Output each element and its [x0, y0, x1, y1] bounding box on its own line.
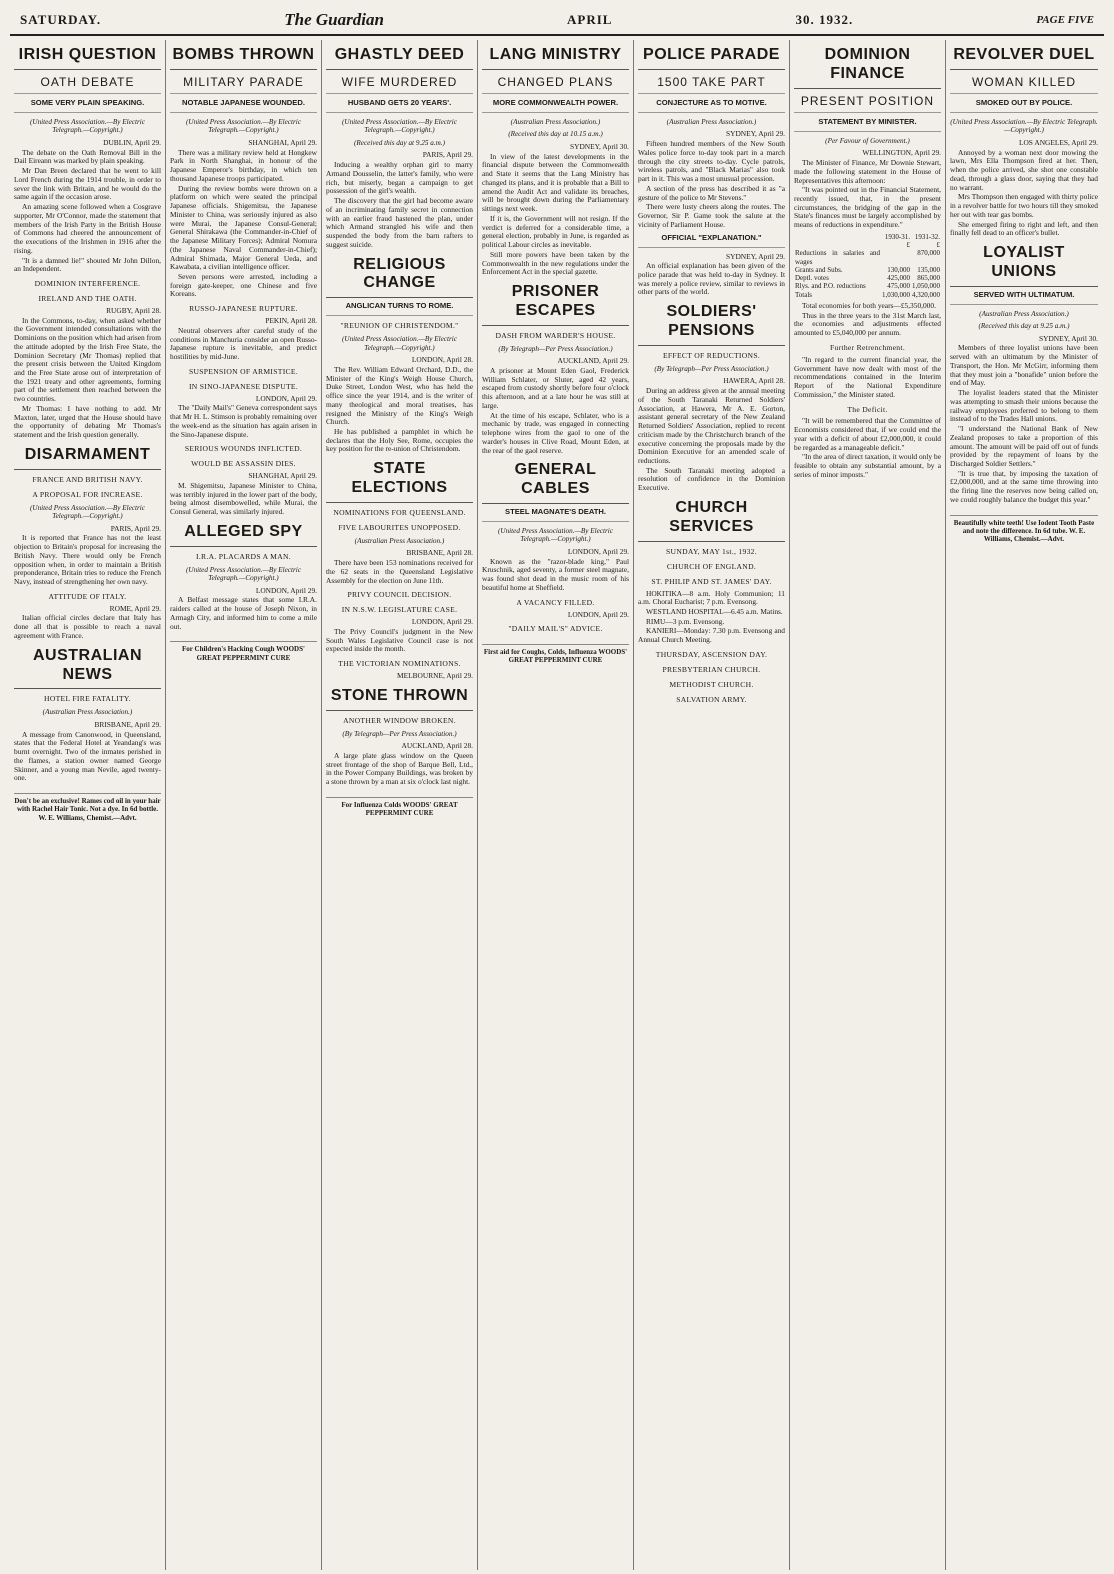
headline-ghastly-deed: GHASTLY DEED — [326, 46, 473, 70]
article-paragraph: It is reported that France has not the least objection to Britain's proposal for increasing the British Navy. There would only be French opposition when, in order to maintain a British preponderance, Britain tries to reduce the French Navy, instead of strengthening her own navy. — [14, 533, 161, 587]
subhead: CHANGED PLANS — [482, 75, 629, 94]
masthead-date: 30. 1932. — [795, 12, 854, 27]
headline-irish-question: IRISH QUESTION — [14, 46, 161, 70]
article-paragraph: The Privy Council's judgment in the New South Wales Legislative Council case is not expected inside the month. — [326, 626, 473, 654]
article-paragraph: The "Daily Mail's" Geneva correspondent says that Mr H. L. Stimson is probably remaining over the week-end as the situation has again arisen in the Sino-Japanese dispute. — [170, 403, 317, 439]
service-listing: HOKITIKA—8 a.m. Holy Communion; 11 a.m. Choral Eucharist; 7 p.m. Evensong. — [638, 588, 785, 607]
table-header-cell: £ — [906, 241, 910, 250]
article-paragraph: A message from Canonwood, in Queensland, states that the Federal Hotel at Yeandang's was burnt overnight. Two of the inmates perished in the flames, a station owner named George Skinner, and a young man Nevile, aged twenty-one. — [14, 729, 161, 783]
section-subhead: IRELAND AND THE OATH. — [38, 293, 137, 303]
subhead: 1500 TAKE PART — [638, 75, 785, 94]
article-paragraph: During an address given at the annual meeting of the South Taranaki Returned Soldiers' Association, at Hawera, Mr A. E. Gorton, assistant general secretary of the New Zealand Returned Soldiers' Association, replied to recent criticism made by the Christchurch branch of the executive concerning the proposals made by the Dominion Executive for an amended scale of reductions. — [638, 386, 785, 465]
article-paragraph: He has published a pamphlet in which he declares that the Holy See, Rome, occupies the key position for the re-union of Christendom. — [326, 427, 473, 454]
dateline: LOS ANGELES, April 29. — [1018, 137, 1098, 147]
dateline: PEKIN, April 28. — [265, 316, 317, 326]
section-subhead: THE VICTORIAN NOMINATIONS. — [338, 659, 461, 669]
table-header-cell: 1930-31. — [884, 232, 910, 241]
headline-bombs-thrown: BOMBS THROWN — [170, 46, 317, 70]
article-paragraph: An amazing scene followed when a Cosgrave supporter, Mr O'Connor, made the statement that members of the Irish Party in the British House of Commons had cheered the announcement of the executions of the Irishmen in 1916 after the rising. — [14, 202, 161, 255]
article-paragraph: Neutral observers after careful study of the conditions in Manchuria consider an open Russo-Japanese rupture is inevitable, and predict hostilities by mid-June. — [170, 325, 317, 362]
section-subhead: SALVATION ARMY. — [676, 694, 747, 704]
credit-line: (Australian Press Association.) — [354, 536, 445, 545]
section-subhead: SERIOUS WOUNDS INFLICTED. — [184, 444, 303, 454]
service-listing: WESTLAND HOSPITAL—6.45 a.m. Matins. — [646, 606, 783, 616]
credit-line: (Australian Press Association.) — [510, 117, 601, 126]
dateline: SYDNEY, April 30. — [1039, 333, 1098, 343]
article-paragraph: "It is a damned lie!" shouted Mr John Dillon, an Independent. — [14, 255, 161, 274]
table-cell — [881, 249, 911, 266]
article-paragraph: Total economies for both years—£5,350,000. — [802, 300, 936, 310]
article-paragraph: Mr Thomas: I have nothing to add. Mr Maxton, later, urged that the House should have the opportunity of debating Mr Thomas's statement and the Irish question generally. — [14, 403, 161, 440]
table-cell: 135,000 — [917, 265, 940, 274]
subhead: MORE COMMONWEALTH POWER. — [482, 99, 629, 113]
masthead-paper-name: The Guardian — [284, 10, 384, 29]
table-header-cell: 1931-32. — [914, 232, 940, 241]
section-subhead: IN N.S.W. LEGISLATURE CASE. — [341, 605, 458, 615]
article-paragraph: "It is true that, by imposing the taxation of £2,000,000, and at the same time throwing into the firing line the reserves now being called on, we could roughly balance the budget this year." — [950, 468, 1098, 504]
article-paragraph: A section of the press has described it as "a gesture of the police to Mr Stevens." — [638, 183, 785, 202]
section-subhead: PRIVY COUNCIL DECISION. — [347, 590, 452, 600]
article-paragraph: "It was pointed out in the Financial Statement, recently issued, that, in the present circumstances, the bridging of the gap in the State's finances must be largely accomplished by means of reductions in expenditure." — [794, 185, 941, 230]
table-cell: 425,000 — [887, 274, 910, 283]
article-paragraph: An official explanation has been given of the police parade that was held to-day in Sydney. It was merely a police review, similar to reviews in other parts of the world. — [638, 261, 785, 297]
article-paragraph: A Belfast message states that some I.R.A. raiders called at the house of Joseph Nixon, in Armagh City, and informed him to come a mile out. — [170, 595, 317, 631]
article-paragraph: The Rev. William Edward Orchard, D.D., the Minister of the King's Weigh House Church, Duke Street, London West, who has held the office since the year 1914, and is the writer of many theological and moral treatises, has resigned the Ministry of the King's Weigh Church. — [326, 364, 473, 427]
masthead-month: APRIL — [567, 12, 613, 27]
subhead: ANGLICAN TURNS TO ROME. — [326, 302, 473, 316]
table-cell: 130,000 — [887, 265, 910, 274]
section-subhead: DASH FROM WARDER'S HOUSE. — [495, 330, 616, 340]
article-paragraph: M. Shigemitsu, Japanese Minister to China, was terribly injured in the lower part of the body, being almost disembowelled, while Murai, the Consul General, was similarly injured. — [170, 481, 317, 517]
table-header-cell: £ — [936, 241, 940, 250]
table-cell: 1,050,000 — [912, 282, 940, 291]
column-2 — [166, 40, 322, 1570]
section-subhead: ST. PHILIP AND ST. JAMES' DAY. — [651, 576, 772, 586]
article-paragraph: Mr Dan Breen declared that he went to kill Lord French during the 1914 trouble, in order to sever the link with Britain, and he would do the same again if the occasion arose. — [14, 166, 161, 202]
subhead: PRESENT POSITION — [794, 94, 941, 113]
received-line: (Received this day at 9.25 a.m.) — [978, 322, 1070, 331]
reductions-table — [794, 233, 941, 299]
section-subhead: METHODIST CHURCH. — [669, 679, 754, 689]
section-subhead: I.R.A. PLACARDS A MAN. — [196, 551, 291, 561]
dateline: HAWERA, April 28. — [723, 376, 785, 386]
credit-line: (United Press Association.—By Electric Telegraph.—Copyright.) — [342, 335, 457, 352]
article-paragraph: During the review bombs were thrown on a platform on which were seated the principal Japanese officials. Shigemitsu, the Japanese Minister to China, was seriously injured as also were Murai, the Japanese Consul-General; General Shirakawa (the Commander-in-Chief of the Japanese Military Forces); Admiral Nomura (the Japanese Naval Commander-in-Chief); Admiral Shimada, Major General Ueda, and Kawabata, a civilian intelligence officer. — [170, 183, 317, 272]
article-paragraph: If it is, the Government will not resign. If the verdict is deferred for a considerable time, a general election, probably in June, is regarded as political Labour circles as inevitable. — [482, 213, 629, 250]
masthead-page-number: PAGE FIVE — [1036, 14, 1094, 26]
table-cell: Deptl. votes — [795, 274, 829, 283]
subhead: SMOKED OUT BY POLICE. — [950, 99, 1098, 113]
subhead: OFFICIAL "EXPLANATION." — [638, 234, 785, 248]
headline-revolver-duel: REVOLVER DUEL — [950, 46, 1098, 70]
section-subhead: RUSSO-JAPANESE RUPTURE. — [189, 304, 298, 314]
article-paragraph: Mrs Thompson then engaged with thirty police in a revolver battle for two hours till they smoked her out with tear gas bombs. — [950, 192, 1098, 219]
table-row — [794, 249, 941, 266]
advertisement: Don't be an exclusive! Rames cod oil in your hair with Rachel Hair Tonic. Not a dye. In 6d bottle. W. E. Williams, Chemist.—Advt. — [14, 793, 161, 822]
section-subhead: SUSPENSION OF ARMISTICE. — [188, 366, 299, 376]
article-paragraph: Inducing a wealthy orphan girl to marry Armand Dousselin, the latter's family, who were rich, but miserly, began a campaign to get possession of the girl's wealth. — [326, 160, 473, 196]
headline-prisoner-escapes: PRISONER ESCAPES — [482, 283, 629, 326]
credit-line: (Per Favour of Government.) — [825, 136, 910, 145]
table-row — [794, 291, 941, 299]
section-subhead: Further Retrenchment. — [829, 342, 906, 352]
dateline: BRISBANE, April 28. — [406, 548, 473, 558]
article-paragraph: "In regard to the current financial year, the Government have now dealt with most of the recommendations contained in the Interim Report of the National Expenditure Commission," the Minister stated. — [794, 354, 941, 399]
article-paragraph: In the Commons, to-day, when asked whether the Government intended consultations with the Dominions on the position which had arisen from the attitude adopted by the Irish Free State, the Dominion Secretary (Mr Thomas) replied that the present crisis between the United Kingdom and the Free State arose out of interpretation of the 1921 treaty and other agreements, forming part of the settlement then reached between the two countries. — [14, 315, 161, 404]
subhead: CONJECTURE AS TO MOTIVE. — [638, 99, 785, 113]
credit-line: (Australian Press Association.) — [666, 117, 757, 126]
credit-line: (United Press Association.—By Electric Telegraph.—Copyright.) — [498, 526, 613, 544]
credit-line: (United Press Association.—By Electric Telegraph.—Copyright.) — [30, 503, 145, 521]
article-paragraph: She emerged firing to right and left, and then finally fell dead to an officer's bullet. — [950, 219, 1098, 238]
section-subhead: FRANCE AND BRITISH NAVY. — [32, 474, 143, 484]
advertisement: For Children's Hacking Cough WOODS' GREAT PEPPERMINT CURE — [170, 641, 317, 662]
column-1 — [10, 40, 166, 1570]
section-subhead: ATTITUDE OF ITALY. — [48, 591, 127, 601]
table-cell: Rlys. and P.O. reductions — [795, 282, 866, 291]
article-paragraph: There were lusty cheers along the routes. The Governor, Sir P. Game took the salute at the vicinity of Parliament House. — [638, 202, 785, 229]
dateline: PARIS, April 29. — [110, 523, 161, 533]
subhead: SERVED WITH ULTIMATUM. — [950, 291, 1098, 305]
subhead: WIFE MURDERED — [326, 75, 473, 94]
table-row — [794, 274, 941, 282]
headline-religious-change: RELIGIOUS CHANGE — [326, 256, 473, 299]
article-paragraph: The debate on the Oath Removal Bill in the Dail Eireann was marked by plain speaking. — [14, 147, 161, 166]
dateline: LONDON, April 29. — [567, 546, 629, 556]
article-paragraph: "In the area of direct taxation, it would only be feasible to obtain any substantial amount, by a series of minor imposts." — [794, 452, 941, 479]
column-7 — [946, 40, 1102, 1570]
table-header-row — [794, 233, 941, 241]
table-cell: 865,000 — [917, 274, 940, 283]
table-cell: Reductions in salaries and wages — [795, 249, 880, 266]
subhead: STATEMENT BY MINISTER. — [794, 118, 941, 132]
headline-dominion-finance: DOMINION FINANCE — [794, 46, 941, 89]
subhead: STEEL MAGNATE'S DEATH. — [482, 508, 629, 522]
dateline: AUCKLAND, April 28. — [401, 741, 473, 751]
table-header-row — [794, 241, 941, 249]
section-subhead: NOMINATIONS FOR QUEENSLAND. — [333, 507, 466, 517]
headline-police-parade: POLICE PARADE — [638, 46, 785, 70]
section-subhead: The Deficit. — [847, 404, 888, 414]
dateline: LONDON, April 29. — [567, 609, 629, 619]
service-listing: RIMU—3 p.m. Evensong. — [646, 616, 725, 626]
credit-line: (United Press Association.—By Electric Telegraph.—Copyright.) — [186, 117, 301, 135]
section-subhead: PRESBYTERIAN CHURCH. — [662, 664, 761, 674]
table-cell: Grants and Subs. — [795, 265, 843, 274]
headline-church-services: CHURCH SERVICES — [638, 499, 785, 542]
dateline: RUGBY, April 28. — [106, 305, 161, 315]
subhead: SOME VERY PLAIN SPEAKING. — [14, 99, 161, 113]
article-paragraph: The discovery that the girl had become aware of an incriminating family secret in connection with an earlier fraud hastened the plan, under which Armand strangled his wife and then suspended the body from the barn rafters to suggest suicide. — [326, 196, 473, 249]
credit-line: (By Telegraph—Per Press Association.) — [342, 729, 457, 738]
headline-stone-thrown: STONE THROWN — [326, 687, 473, 711]
columns — [10, 40, 1104, 1570]
credit-line: (United Press Association.—By Electric Telegraph.—Copyright.) — [30, 117, 145, 135]
column-3 — [322, 40, 478, 1570]
section-subhead: DOMINION INTERFERENCE. — [34, 278, 141, 288]
article-paragraph: Fifteen hundred members of the New South Wales police force to-day took part in a march through the city streets to-day. Cycle patrols, wireless patrols, and "Black Marias" also took part in it. This was a most unusual procession. — [638, 139, 785, 184]
advertisement: First aid for Coughs, Colds, Influenza WOODS' GREAT PEPPERMINT CURE — [482, 644, 629, 665]
column-4 — [478, 40, 634, 1570]
article-paragraph: "I understand the National Bank of New Zealand proposes to take a proportion of this amount. The amount will be paid off out of funds provided by the repayment of loans by the Discharged Soldier Settlers." — [950, 424, 1098, 468]
credit-line: (By Telegraph—Per Press Association.) — [654, 364, 769, 373]
table-header-cell — [794, 241, 881, 249]
dateline: SHANGHAI, April 29. — [248, 137, 317, 147]
article-paragraph: "It will be remembered that the Committee of Economists considered that, if we could end the year with a deficit of about £2,000,000, it could be regarded as a manageable deficit." — [794, 416, 941, 452]
article-paragraph: The loyalist leaders stated that the Minister was attempting to smash their unions because the railway employees preferred to belong to them instead of to the Trades Hall unions. — [950, 388, 1098, 424]
article-paragraph: The South Taranaki meeting adopted a resolution of confidence in the Dominion Executive. — [638, 465, 785, 493]
article-paragraph: Seven persons were arrested, including a foreign gate-keeper, one Chinese and five Koreans. — [170, 271, 317, 299]
section-subhead: FIVE LABOURITES UNOPPOSED. — [338, 522, 461, 532]
article-paragraph: Members of three loyalist unions have been served with an ultimatum by the Minister of Transport, the Hon. Mr McGirr, informing them that they must join a "bonafide" union before the end of May. — [950, 343, 1098, 388]
column-6 — [790, 40, 946, 1570]
dateline: AUCKLAND, April 29. — [557, 356, 629, 366]
credit-line: (By Telegraph—Per Press Association.) — [498, 344, 613, 353]
section-subhead: THURSDAY, ASCENSION DAY. — [655, 649, 768, 659]
section-subhead: IN SINO-JAPANESE DISPUTE. — [188, 381, 299, 391]
section-subhead: A VACANCY FILLED. — [516, 597, 595, 607]
headline-state-elections: STATE ELECTIONS — [326, 460, 473, 503]
subhead: NOTABLE JAPANESE WOUNDED. — [170, 99, 317, 113]
credit-line: (Australian Press Association.) — [42, 708, 133, 717]
dateline: SYDNEY, April 29. — [726, 129, 785, 139]
dateline: LONDON, April 28. — [411, 355, 473, 365]
article-paragraph: Still more powers have been taken by the Commonwealth in the new regulations under the Enforcement Act in the special gazette. — [482, 249, 629, 277]
advertisement: For Influenza Colds WOODS' GREAT PEPPERMINT CURE — [326, 797, 473, 818]
subhead: MILITARY PARADE — [170, 75, 317, 94]
credit-line: (United Press Association.—By Electric Telegraph.—Copyright.) — [186, 565, 301, 583]
table-header-cell — [794, 233, 881, 241]
table-cell: 870,000 — [917, 249, 940, 258]
dateline: SHANGHAI, April 29. — [248, 471, 317, 481]
article-paragraph: In view of the latest developments in the financial dispute between the Commonwealth and State it seems that the Lang Ministry has changed its plans, and it is probable that a Bill to amend the Audit Act and validate its breaches, will be brought down during the Parliamentary sittings next week. — [482, 151, 629, 214]
section-subhead: SUNDAY, MAY 1st., 1932. — [666, 546, 757, 556]
credit-line: (Australian Press Association.) — [979, 309, 1069, 318]
dateline: ROME, April 29. — [109, 603, 161, 613]
received-line: (Received this day at 10.15 a.m.) — [508, 130, 603, 139]
dateline: LONDON, April 29. — [255, 585, 317, 595]
headline-loyalist-unions: LOYALIST UNIONS — [950, 244, 1098, 287]
article-paragraph: A large plate glass window on the Queen street frontage of the shop of Barque Bell, Ltd., in the Power Company Buildings, was broken by a stone thrown by a man at six o'clock last night. — [326, 750, 473, 787]
section-subhead: ANOTHER WINDOW BROKEN. — [343, 715, 456, 725]
dateline: SYDNEY, April 30. — [570, 141, 629, 151]
section-subhead: CHURCH OF ENGLAND. — [666, 561, 757, 571]
masthead-day: SATURDAY. — [20, 12, 102, 27]
table-row — [794, 282, 941, 290]
article-paragraph: There was a military review held at Hongkew Park in North Shanghai, in honour of the Japanese Emperor's birthday, in which ten thousand Japanese troops participated. — [170, 147, 317, 183]
article-paragraph: Thus in the three years to the 31st March last, the economies and adjustments effected amounted to £5,040,000 per annum. — [794, 310, 941, 338]
table-cell: 1,030,000 — [882, 290, 910, 299]
article-paragraph: Annoyed by a woman next door mowing the lawn, Mrs Ella Thompson fired at her. Then, when the police arrived, she shot one constable dead, through a glass door, saying that they had no warrant. — [950, 147, 1098, 192]
dateline: LONDON, April 29. — [411, 617, 473, 627]
advertisement: Beautifully white teeth! Use Iodent Tooth Paste and note the difference. In 6d tube. W. E. Williams, Chemist.—Advt. — [950, 515, 1098, 544]
article-paragraph: Italian official circles declare that Italy has done all that is possible to reach a naval agreement with France. — [14, 613, 161, 640]
dateline: DUBLIN, April 29. — [103, 137, 161, 147]
dateline: MELBOURNE, April 29. — [397, 671, 473, 681]
column-5 — [634, 40, 790, 1570]
credit-line: (United Press Association.—By Electric Telegraph.—Copyright.) — [342, 117, 457, 135]
headline-disarmament: DISARMAMENT — [14, 446, 161, 470]
dateline: LONDON, April 29. — [255, 393, 317, 403]
headline-general-cables: GENERAL CABLES — [482, 461, 629, 504]
headline-soldiers-pensions: SOLDIERS' PENSIONS — [638, 303, 785, 346]
article-paragraph: Known as the "razor-blade king," Paul Kruschnik, aged seventy, a former steel magnate, was found shot dead in the music room of his beautiful home at Sheffield. — [482, 556, 629, 592]
subhead: WOMAN KILLED — [950, 75, 1098, 94]
section-subhead: WOULD BE ASSASSIN DIES. — [191, 459, 296, 469]
subhead: HUSBAND GETS 20 YEARS'. — [326, 99, 473, 113]
section-subhead: "DAILY MAIL'S" ADVICE. — [508, 624, 603, 634]
headline-australian-news: AUSTRALIAN NEWS — [14, 647, 161, 690]
service-listing: KANIERI—Monday: 7.30 p.m. Evensong and Annual Church Meeting. — [638, 626, 785, 645]
table-cell: 4,320,000 — [912, 290, 940, 299]
dateline: SYDNEY, April 29. — [726, 251, 785, 261]
section-subhead: EFFECT OF REDUCTIONS. — [662, 350, 761, 360]
section-subhead: A PROPOSAL FOR INCREASE. — [32, 489, 143, 499]
article-paragraph: The Minister of Finance, Mr Downie Stewart, made the following statement in the House of Representatives this afternoon: — [794, 158, 941, 185]
article-paragraph: There have been 153 nominations received for the 62 seats in the Queensland Legislative Assembly for the election on June 11th. — [326, 558, 473, 585]
section-subhead: "REUNION OF CHRISTENDOM." — [340, 321, 459, 331]
dateline: WELLINGTON, April 29. — [862, 148, 941, 158]
table-cell: 475,000 — [887, 282, 910, 291]
dateline: BRISBANE, April 29. — [94, 719, 161, 729]
table-cell: Totals — [795, 290, 813, 299]
masthead — [10, 8, 1104, 36]
article-paragraph: A prisoner at Mount Eden Gaol, Frederick William Schlater, or Sluter, aged 42 years, escaped from custody shortly before four o'clock this afternoon, and at a late hour he was still at large. — [482, 365, 629, 410]
article-paragraph: At the time of his escape, Schlater, who is a mechanic by trade, was engaged in connecting telephone wires from the gaol to one of the warder's houses in Clive Road, Mount Eden, at the rear of the gaol reserve. — [482, 410, 629, 455]
received-line: (Received this day at 9.25 a.m.) — [353, 138, 445, 147]
headline-lang-ministry: LANG MINISTRY — [482, 46, 629, 70]
headline-alleged-spy: ALLEGED SPY — [170, 523, 317, 547]
credit-line: (United Press Association.—By Electric Telegraph.—Copyright.) — [950, 117, 1098, 135]
section-subhead: HOTEL FIRE FATALITY. — [44, 694, 131, 704]
table-row — [794, 266, 941, 274]
dateline: PARIS, April 29. — [422, 150, 473, 160]
subhead: OATH DEBATE — [14, 75, 161, 94]
